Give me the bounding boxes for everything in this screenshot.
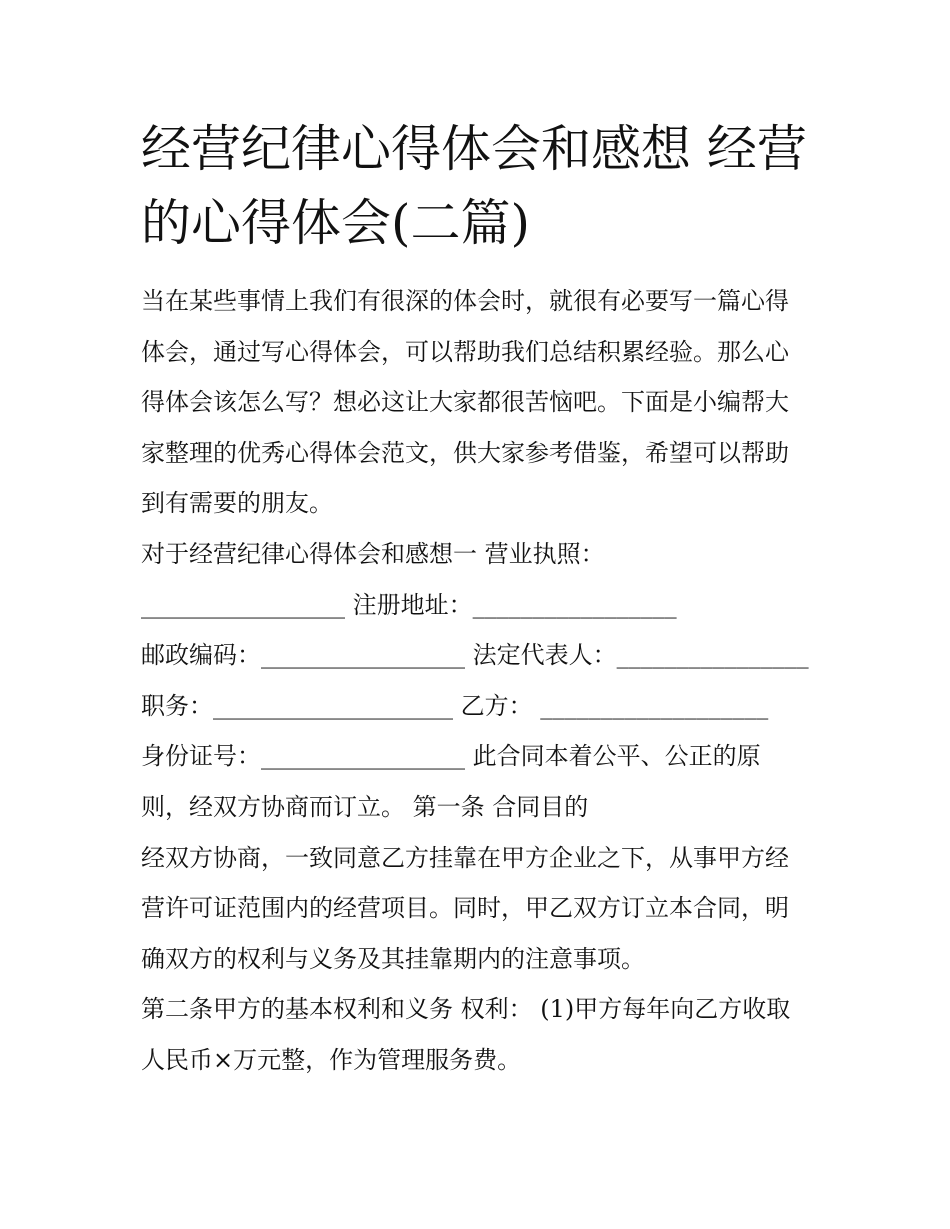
body-line: 第二条甲方的基本权利和义务 权利： (1)甲方每年向乙方收取 <box>141 995 791 1024</box>
body-line: 家整理的优秀心得体会范文，供大家参考借鉴，希望可以帮助 <box>141 438 789 467</box>
body-line: 确双方的权利与义务及其挂靠期内的注意事项。 <box>141 944 645 973</box>
document-body <box>141 276 831 1086</box>
body-line: 当在某些事情上我们有很深的体会时，就很有必要写一篇心得 <box>141 287 789 315</box>
form-line-position: 职务：____________________ 乙方： ___________________ <box>141 691 769 720</box>
body-line: 得体会该怎么写？想必这让大家都很苦恼吧。下面是小编帮大 <box>141 388 789 417</box>
body-line: 经双方协商，一致同意乙方挂靠在甲方企业之下，从事甲方经 <box>141 843 789 872</box>
form-line-postal-code: 邮政编码：_________________ 法定代表人：________________ <box>141 641 809 670</box>
form-line-id-number: 身份证号：_________________ 此合同本着公平、公正的原 <box>141 742 761 771</box>
body-line: 营许可证范围内的经营项目。同时，甲乙双方订立本合同，明 <box>141 894 789 923</box>
form-line-registered-address: _________________ 注册地址：_________________ <box>141 590 677 619</box>
title-line-1: 经营纪律心得体会和感想 经营 <box>141 120 807 178</box>
document-title <box>141 112 831 260</box>
body-line: 则，经双方协商而订立。 第一条 合同目的 <box>141 792 589 821</box>
title-line-2: 的心得体会(二篇) <box>141 194 531 252</box>
body-line: 体会，通过写心得体会，可以帮助我们总结积累经验。那么心 <box>141 337 789 366</box>
body-line: 人民币×万元整，作为管理服务费。 <box>141 1045 522 1074</box>
body-line: 对于经营纪律心得体会和感想一 营业执照： <box>141 539 605 568</box>
body-line: 到有需要的朋友。 <box>141 489 333 518</box>
